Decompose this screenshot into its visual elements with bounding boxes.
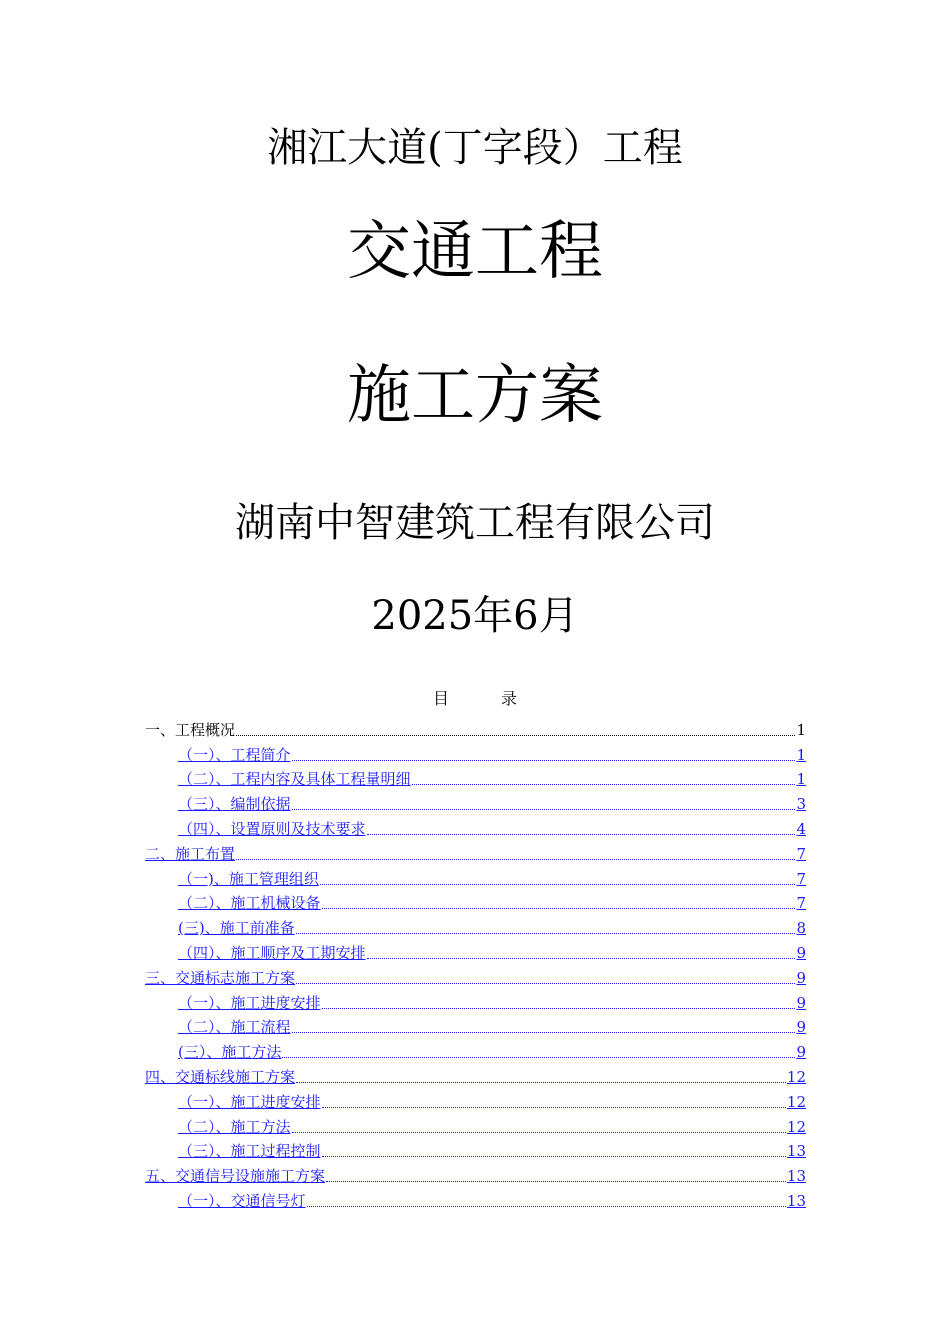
toc-entry[interactable] [145,863,806,888]
document-date: 2025年6月 [371,593,579,639]
toc-dot-leader [322,908,796,909]
toc-dot-leader [292,809,796,810]
toc-dot-leader [322,1156,786,1157]
toc-entry-page: 7 [796,844,806,863]
toc-entry-label: （四）、设置原则及技术要求 [178,819,366,838]
toc-dot-leader [307,1206,786,1207]
toc-dot-leader [292,760,796,761]
toc-dot-leader [367,958,796,959]
toc-entry[interactable] [145,764,806,789]
toc-entry-page: 3 [796,795,806,814]
toc-entry-page: 12 [786,1117,806,1136]
toc-dot-leader [322,1008,796,1009]
toc-entry-label: 一、工程概况 [145,720,236,739]
toc-heading-right: 录 [501,689,518,708]
main-title-line2: 施工方案 [347,359,603,433]
toc-entry[interactable] [145,912,806,937]
toc-entry[interactable] [145,937,806,962]
project-title: 湘江大道(丁字段）工程 [267,125,683,171]
toc-entry-page: 13 [786,1142,806,1161]
toc-entry-label: （四）、施工顺序及工期安排 [178,943,366,962]
toc-entry-page: 7 [796,869,806,888]
company-name: 湖南中智建筑工程有限公司 [235,500,715,546]
toc-entry-label: （一）、交通信号灯 [178,1191,306,1210]
toc-entry-page: 1 [796,745,806,764]
toc-dot-leader [412,784,796,785]
toc-dot-leader [326,1181,786,1182]
toc-dot-leader [236,735,795,736]
toc-entry-label: （三）、施工过程控制 [178,1142,321,1161]
toc-entry[interactable] [145,1036,806,1061]
toc-entry-label: （二）、施工流程 [178,1018,291,1037]
toc-entry-label: （一）、施工进度安排 [178,993,321,1012]
toc-entry[interactable] [145,962,806,987]
toc-entry-label: （三）、编制依据 [178,795,291,814]
toc-entry [145,714,806,739]
toc-entry-page: 9 [796,943,806,962]
toc-entry-label: （二）、施工方法 [178,1117,291,1136]
toc-entry-label: 四、交通标线施工方案 [145,1067,296,1086]
toc-entry[interactable] [145,1136,806,1161]
toc-entry-page: 4 [796,819,806,838]
toc-entry-page: 9 [796,968,806,987]
toc-entry-page: 8 [796,919,806,938]
toc-entry-label: (三）、施工方法 [178,1043,282,1062]
toc-entry[interactable] [145,1012,806,1037]
toc-entry-page: 1 [796,720,806,739]
toc-entry[interactable] [145,888,806,913]
toc-entry[interactable] [145,1086,806,1111]
toc-dot-leader [296,1082,786,1083]
toc-dot-leader [367,834,796,835]
toc-entry-label: 三、交通标志施工方案 [145,968,296,987]
toc-entry-label: （一)、施工管理组织 [178,869,319,888]
toc-entry-label: 二、施工布置 [145,844,236,863]
toc-entry[interactable] [145,1111,806,1136]
toc-dot-leader [292,1132,786,1133]
toc-entry-label: （二）、工程内容及具体工程量明细 [178,770,411,789]
toc-dot-leader [292,1032,796,1033]
toc-entry[interactable] [145,813,806,838]
toc-entry-label: (三)、施工前准备 [178,919,295,938]
toc-entry[interactable] [145,1160,806,1185]
toc-entry-label: （一）、施工进度安排 [178,1092,321,1111]
main-title-line1: 交通工程 [347,215,603,289]
toc-heading [0,686,950,709]
toc-dot-leader [322,1107,786,1108]
toc-entry-page: 9 [796,1018,806,1037]
toc-entry-label: （二）、施工机械设备 [178,894,321,913]
toc-entry-page: 9 [796,993,806,1012]
toc-dot-leader [320,884,796,885]
toc-heading-left: 目 [432,689,449,708]
toc-entry[interactable] [145,1061,806,1086]
table-of-contents [145,714,806,1210]
toc-entry[interactable] [145,788,806,813]
toc-entry[interactable] [145,838,806,863]
toc-entry-label: （一）、工程简介 [178,745,291,764]
toc-entry-page: 7 [796,894,806,913]
toc-dot-leader [236,859,795,860]
toc-dot-leader [296,983,795,984]
toc-dot-leader [282,1057,795,1058]
toc-entry-page: 13 [786,1167,806,1186]
toc-dot-leader [296,933,796,934]
toc-entry[interactable] [145,987,806,1012]
toc-entry[interactable] [145,1185,806,1210]
toc-entry-page: 12 [786,1067,806,1086]
toc-entry-page: 13 [786,1191,806,1210]
toc-entry-page: 1 [796,770,806,789]
toc-entry[interactable] [145,739,806,764]
toc-entry-page: 9 [796,1043,806,1062]
toc-entry-page: 12 [786,1092,806,1111]
toc-entry-label: 五、交通信号设施施工方案 [145,1167,326,1186]
